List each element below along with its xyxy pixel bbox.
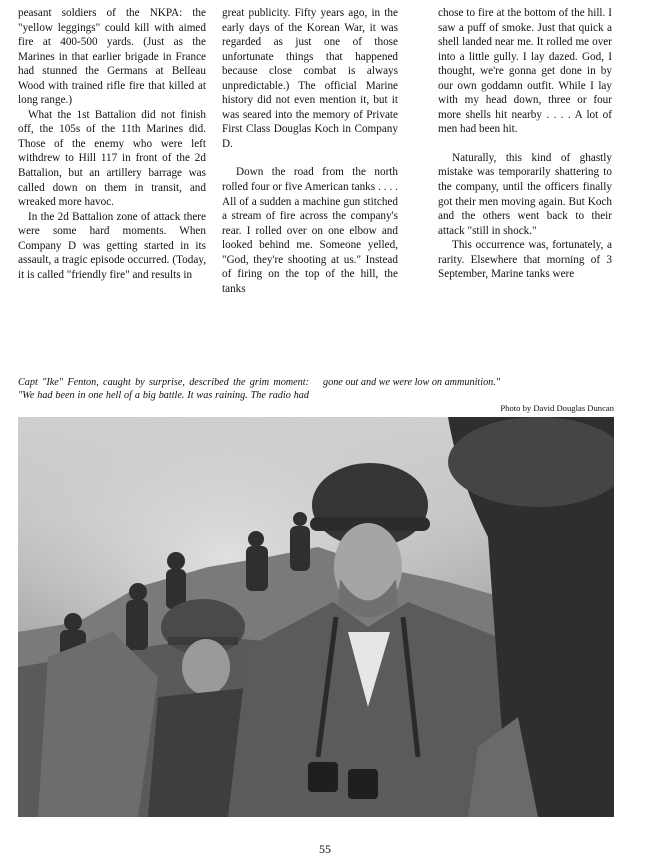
paragraph: What the 1st Battalion did not finish off, the 105s of the 11th Marines did. Those of the enemy who were left withdrew to Hill 117 in front of the 2d Battalion, but an artillery barrage was called down on them in transit, and wreaked more havoc. [18, 108, 206, 209]
text-column-1 [18, 6, 206, 282]
photo-credit: Photo by David Douglas Duncan [500, 403, 614, 413]
text-column-3 [438, 6, 612, 282]
paragraph: peasant soldiers of the NKPA: the "yellow leggings" could kill with aimed fire at 400-500 yards. (Just as the Marines in that earlier brigade in France had stunned the Germans at Belleau Wood with trained rifle fire that killed at long range.) [18, 7, 206, 107]
photo-illustration [18, 417, 614, 817]
block-quote: Down the road from the north rolled four or five American tanks . . . . All of a sudden a machine gun stitched a stream of fire across the company's rear. I rolled over on one elbow and looked behind me. Someone yelled, "God, they're shooting at us." Instead of firing on the top of the hill, the tanks [222, 166, 398, 295]
photo-caption: Capt "Ike" Fenton, caught by surprise, described the grim moment: "We had been in one hell of a big battle. It was raining. The radio had gone out and we were low on ammunition." [18, 377, 501, 401]
block-quote-continued: chose to fire at the bottom of the hill. I saw a puff of smoke. Just that quick a shell landed near me. It rolled me over into a little gully. I lay dazed. God, I thought, we're gonna get done in by our own goddamn outfit. While I lay with my head down, three or four more shells hit nearby . . . . A lot of men had been hit. [438, 7, 612, 136]
text-column-2 [222, 6, 398, 296]
paragraph: great publicity. Fifty years ago, in the early days of the Korean War, it was regarded as just one of those unfortunate things that happened because close combat is always unpredictable.) The official Marine history did not even mention it, but it was seared into the memory of Private First Class Douglas Koch in Company D. [222, 7, 398, 150]
photograph [18, 417, 614, 817]
page-number: 55 [319, 842, 331, 856]
paragraph: Naturally, this kind of ghastly mistake was temporarily shattering to the company, until the officers finally got their men moving again. But Koch and the others went back to their attack "still in shock." [438, 151, 612, 237]
paragraph: In the 2d Battalion zone of attack there were some hard moments. When Company D was getting started in its assault, a tragic episode occurred. (Today, it is called "friendly fire" and results in [18, 210, 206, 281]
paragraph: This occurrence was, fortunately, a rarity. Elsewhere that morning of 3 September, Marine tanks were [438, 239, 612, 281]
